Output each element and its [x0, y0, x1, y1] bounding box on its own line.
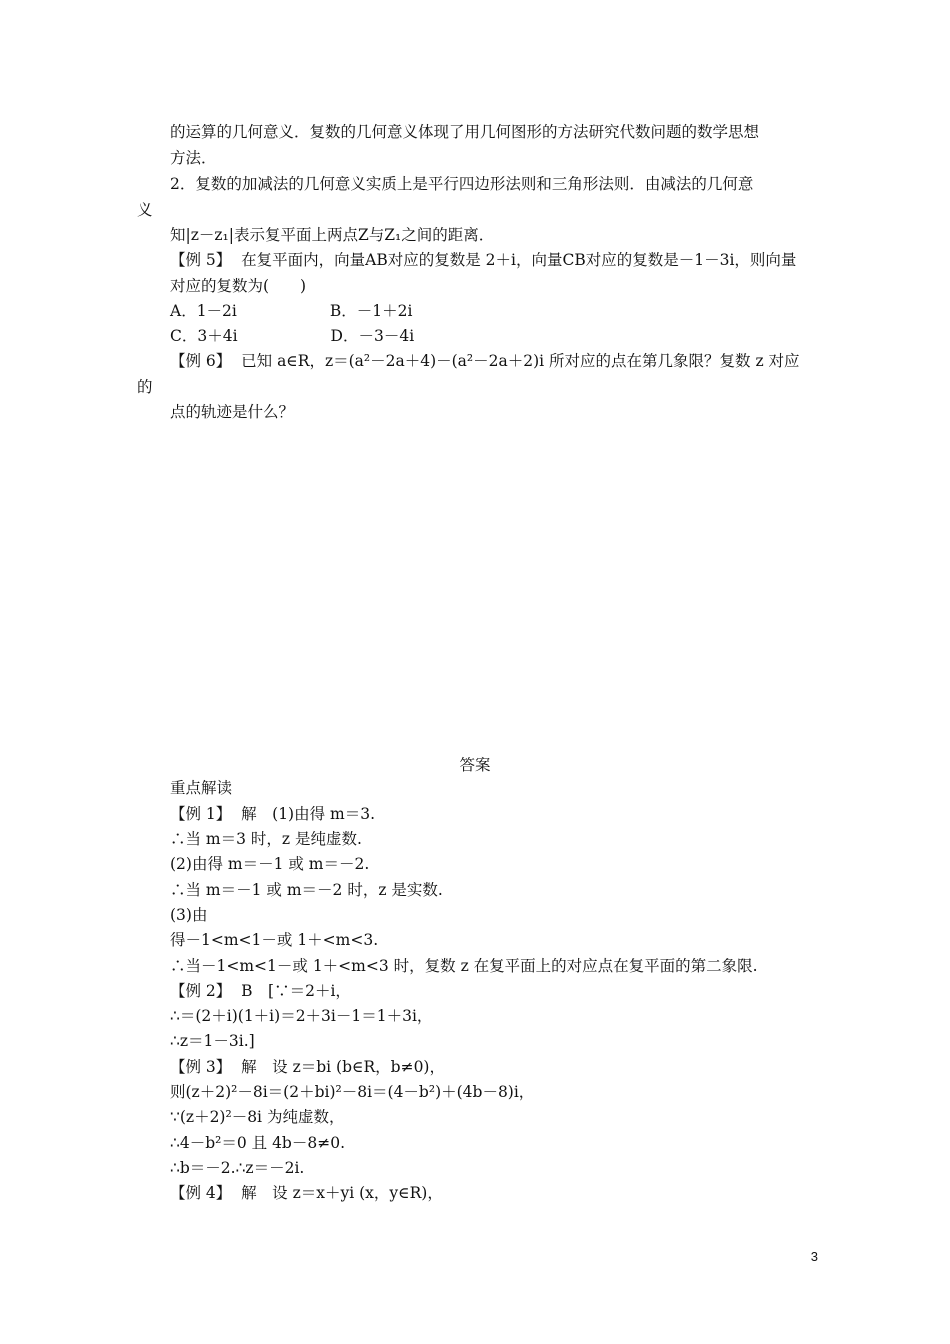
answer-line: (2)由得 m＝－1 或 m＝－2.: [170, 855, 370, 873]
answer-line: 【例 4】 解 设 z＝x＋yi (x，y∈R)，: [170, 1184, 443, 1202]
answer-line: 【例 1】 解 (1)由得 m＝3.: [170, 805, 376, 823]
answer-line: ∴b＝－2.∴z＝－2i.: [170, 1159, 305, 1177]
text-line: 2．复数的加减法的几何意义实质上是平行四边形法则和三角形法则．由减法的几何意: [170, 175, 754, 193]
option-line: A．1－2i B．－1＋2i: [170, 302, 413, 320]
answer-line: ∴当 m＝－1 或 m＝－2 时，z 是实数.: [170, 881, 443, 899]
answer-line: ∴4－b²＝0 且 4b－8≠0.: [170, 1134, 345, 1152]
page-number: 3: [810, 1249, 818, 1264]
text-line: 方法．: [170, 149, 217, 167]
answer-line: 【例 3】 解 设 z＝bi (b∈R，b≠0)，: [170, 1058, 445, 1076]
answer-line: 得－1<m<1－或 1＋<m<3.: [170, 931, 379, 949]
answer-line: ∴＝(2＋i)(1＋i)＝2＋3i－1＝1＋3i，: [170, 1007, 433, 1025]
answer-line: ∴当－1<m<1－或 1＋<m<3 时，复数 z 在复平面上的对应点在复平面的第二象限.: [170, 957, 758, 975]
example-5-heading: 【例 5】 在复平面内，向量AB对应的复数是 2＋i，向量CB对应的复数是－1－3i，则向量: [170, 251, 797, 269]
answer-line: ∴z＝1－3i.]: [170, 1032, 255, 1050]
option-line: C．3＋4i D．－3－4i: [170, 327, 415, 345]
text-line: 的: [137, 378, 153, 396]
answer-line: (3)由: [170, 906, 208, 924]
text-line: 的运算的几何意义．复数的几何意义体现了用几何图形的方法研究代数问题的数学思想: [170, 123, 760, 141]
answer-line: 则(z＋2)²－8i＝(2＋bi)²－8i＝(4－b²)＋(4b－8)i，: [170, 1083, 535, 1101]
answer-heading: 答案: [459, 756, 491, 774]
text-line: 义: [137, 201, 153, 219]
answer-line: ∵(z＋2)²－8i 为纯虚数，: [170, 1108, 345, 1126]
answer-line: ∴当 m＝3 时，z 是纯虚数.: [170, 830, 362, 848]
answer-line: 重点解读: [170, 779, 233, 797]
text-line: 点的轨迹是什么？: [170, 403, 295, 421]
text-line: 对应的复数为( ): [170, 277, 307, 295]
answer-line: 【例 2】 B [∵＝2＋i，: [170, 982, 351, 1000]
text-line: 知|z－z₁|表示复平面上两点Z与Z₁之间的距离．: [170, 226, 495, 244]
example-6-heading: 【例 6】 已知 a∈R，z＝(a²－2a＋4)－(a²－2a＋2)i 所对应的点在第几象限？复数 z 对应: [170, 352, 800, 370]
